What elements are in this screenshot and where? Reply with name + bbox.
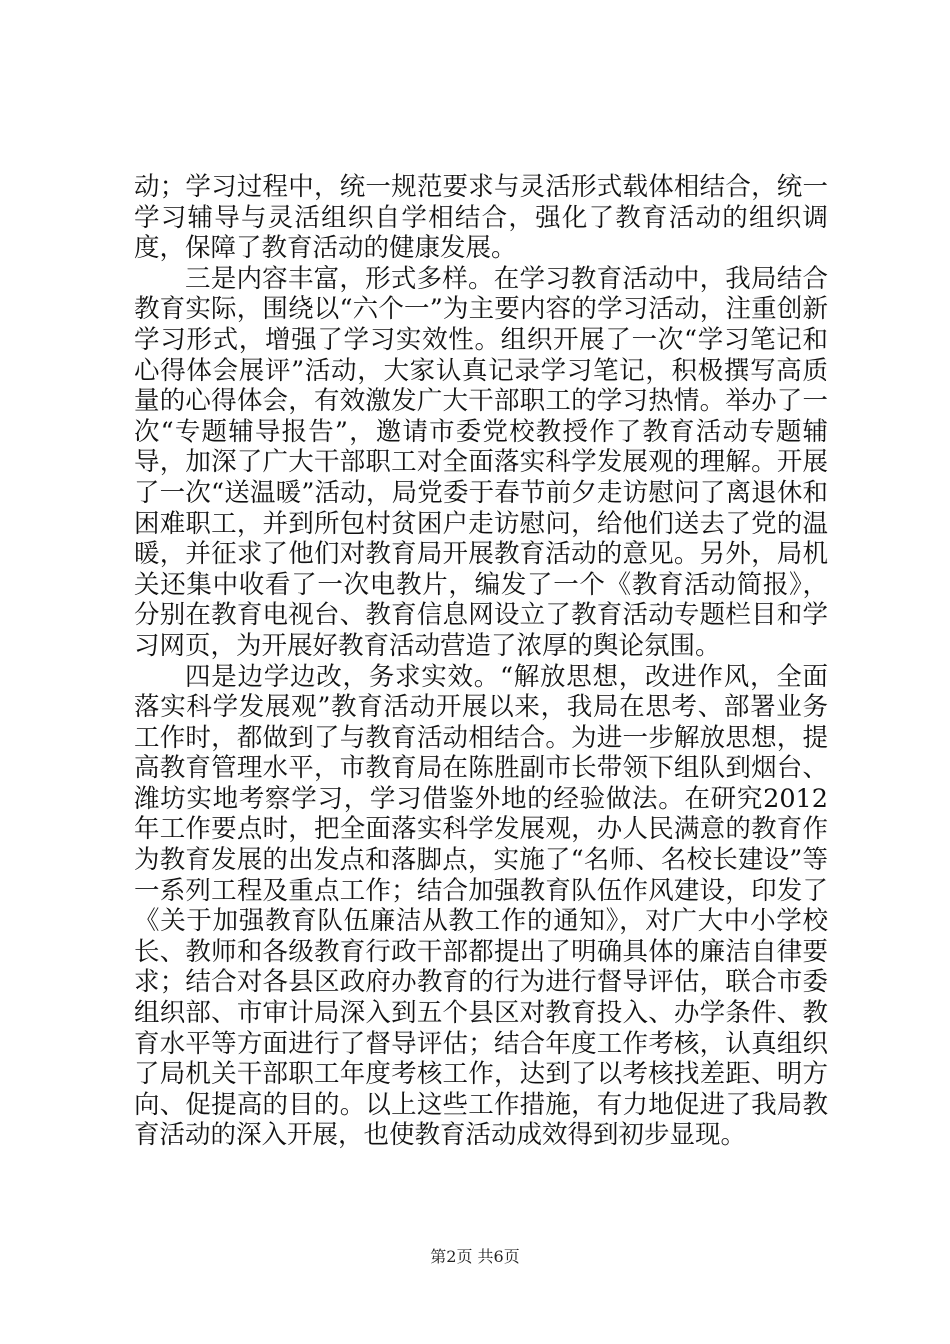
page-number-footer: 第2页 共6页 xyxy=(430,1247,520,1266)
paragraph-content-rich: 三是内容丰富，形式多样。在学习教育活动中，我局结合教育实际，围绕以“六个一”为主要内容的学习活动，注重创新学习形式，增强了学习实效性。组织开展了一次“学习笔记和心得体会展评”活动，大家认真记录学习笔记，积极撰写高质量的心得体会，有效激发广大干部职工的学习热情。举办了一次“专题辅导报告”，邀请市委党校教授作了教育活动专题辅导，加深了广大干部职工对全面落实科学发展观的理解。开展了一次“送温暖”活动，局党委于春节前夕走访慰问了离退休和困难职工，并到所包村贫困户走访慰问，给他们送去了党的温暖，并征求了他们对教育局开展教育活动的意见。另外，局机关还集中收看了一次电教片，编发了一个《教育活动简报》，分别在教育电视台、教育信息网设立了教育活动专题栏目和学习网页，为开展好教育活动营造了浓厚的舆论氛围。 xyxy=(134,263,828,661)
paragraph-continued: 动；学习过程中，统一规范要求与灵活形式载体相结合，统一学习辅导与灵活组织自学相结合，强化了教育活动的组织调度，保障了教育活动的健康发展。 xyxy=(134,172,828,264)
paragraph-learn-and-improve: 四是边学边改，务求实效。“解放思想，改进作风，全面落实科学发展观”教育活动开展以来，我局在思考、部署业务工作时，都做到了与教育活动相结合。为进一步解放思想，提高教育管理水平，市教育局在陈胜副市长带领下组队到烟台、潍坊实地考察学习，学习借鉴外地的经验做法。在研究2012年工作要点时，把全面落实科学发展观，办人民满意的教育作为教育发展的出发点和落脚点，实施了“名师、名校长建设”等一系列工程及重点工作；结合加强教育队伍作风建设，印发了《关于加强教育队伍廉洁从教工作的通知》，对广大中小学校长、教师和各级教育行政干部都提出了明确具体的廉洁自律要求；结合对各县区政府办教育的行为进行督导评估，联合市委组织部、市审计局深入到五个县区对教育投入、办学条件、教育水平等方面进行了督导评估；结合年度工作考核，认真组织了局机关干部职工年度考核工作，达到了以考核找差距、明方向、促提高的目的。以上这些工作措施，有力地促进了我局教育活动的深入开展，也使教育活动成效得到初步显现。 xyxy=(134,661,828,1151)
document-body xyxy=(134,172,828,1151)
